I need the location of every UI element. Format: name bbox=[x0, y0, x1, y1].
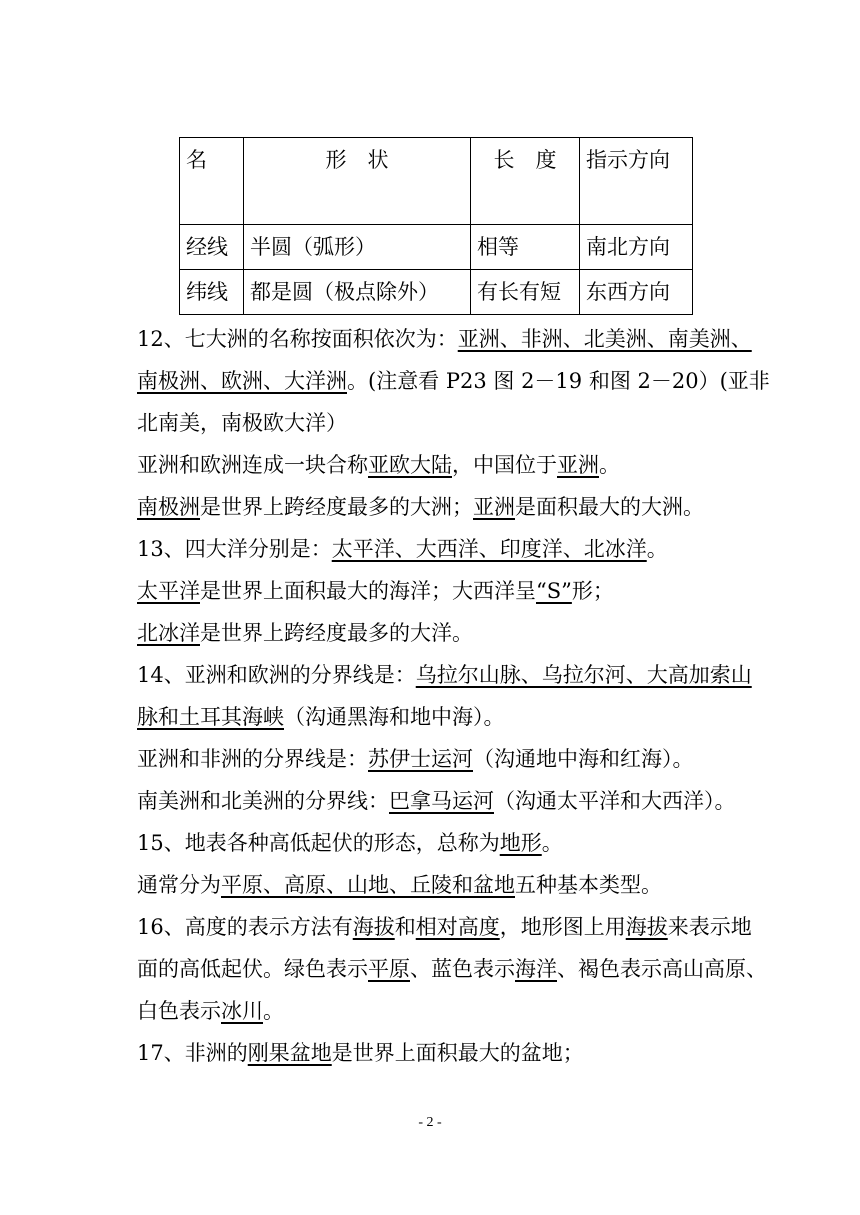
text-segment: ，中国位于 bbox=[452, 453, 557, 477]
text-line bbox=[137, 864, 802, 906]
text-segment: 是面积最大的大洲。 bbox=[515, 495, 704, 519]
text-segment: 是世界上跨经度最多的大洋。 bbox=[200, 621, 473, 645]
key-term: “S” bbox=[536, 579, 572, 603]
key-term: 南极洲、欧洲、大洋洲 bbox=[137, 369, 347, 393]
text-segment: 亚洲和欧洲连成一块合称 bbox=[137, 453, 368, 477]
text-line bbox=[137, 1032, 802, 1074]
key-term: 地形 bbox=[499, 831, 542, 855]
table-cell: 有长有短 bbox=[471, 270, 580, 315]
table-cell: 东西方向 bbox=[580, 270, 693, 315]
text-line bbox=[137, 822, 802, 864]
key-term: 北冰洋 bbox=[137, 621, 200, 645]
text-line bbox=[137, 738, 802, 780]
text-line bbox=[137, 654, 802, 696]
text-segment: （沟通太平洋和大西洋）。 bbox=[494, 789, 736, 813]
text-segment: 北南美，南极欧大洋） bbox=[137, 411, 347, 435]
text-segment: 和 bbox=[394, 915, 416, 939]
key-term: 海拔 bbox=[625, 915, 668, 939]
key-term: 南极洲 bbox=[137, 495, 200, 519]
text-line bbox=[137, 318, 802, 360]
text-line bbox=[137, 528, 802, 570]
text-segment: 是世界上跨经度最多的大洲； bbox=[200, 495, 473, 519]
table-header-cell: 形 状 bbox=[244, 138, 471, 225]
text-segment: 。(注意看 P23 图 2－19 和图 2－20）(亚非 bbox=[347, 369, 770, 393]
key-term: 刚果盆地 bbox=[247, 1041, 332, 1065]
table-cell: 经线 bbox=[180, 225, 244, 270]
text-line bbox=[137, 402, 802, 444]
text-segment: 面的高低起伏。绿色表示 bbox=[137, 957, 368, 981]
text-segment: （沟通黑海和地中海）。 bbox=[284, 705, 505, 729]
table-header-row bbox=[180, 138, 693, 225]
text-segment: 。 bbox=[599, 453, 620, 477]
table-cell: 南北方向 bbox=[580, 225, 693, 270]
table-cell: 纬线 bbox=[180, 270, 244, 315]
key-term: 太平洋、大西洋、印度洋、北冰洋 bbox=[331, 537, 647, 561]
text-line bbox=[137, 696, 802, 738]
table-row bbox=[180, 225, 693, 270]
page-number: - 2 - bbox=[418, 1115, 442, 1130]
text-segment: ，地形图上用 bbox=[499, 915, 626, 939]
text-line bbox=[137, 906, 802, 948]
text-segment: 形； bbox=[571, 579, 614, 603]
key-term: 太平洋 bbox=[137, 579, 200, 603]
text-line bbox=[137, 444, 802, 486]
text-segment: 、褐色表示高山高原、 bbox=[557, 957, 767, 981]
key-term: 亚欧大陆 bbox=[368, 453, 452, 477]
table-row bbox=[180, 270, 693, 315]
key-term: 亚洲、非洲、北美洲、南美洲、 bbox=[457, 327, 752, 351]
text-line bbox=[137, 486, 802, 528]
table-header-cell: 指示方向 bbox=[580, 138, 693, 225]
text-segment: 15、地表各种高低起伏的形态，总称为 bbox=[137, 831, 500, 855]
text-line bbox=[137, 948, 802, 990]
text-segment: 白色表示 bbox=[137, 999, 221, 1023]
text-segment: 南美洲和北美洲的分界线： bbox=[137, 789, 389, 813]
text-segment: 。 bbox=[646, 537, 668, 561]
text-segment: 来表示地 bbox=[667, 915, 752, 939]
text-segment: 。 bbox=[263, 999, 284, 1023]
key-term: 海洋 bbox=[515, 957, 557, 981]
text-line bbox=[137, 780, 802, 822]
text-segment: 是世界上面积最大的盆地； bbox=[331, 1041, 584, 1065]
table-cell: 相等 bbox=[471, 225, 580, 270]
text-segment: 、蓝色表示 bbox=[410, 957, 515, 981]
text-segment: 五种基本类型。 bbox=[515, 873, 662, 897]
text-line bbox=[137, 570, 802, 612]
text-segment: 13、四大洋分别是： bbox=[137, 537, 332, 561]
key-term: 海拔 bbox=[352, 915, 395, 939]
text-line bbox=[137, 990, 802, 1032]
key-term: 苏伊士运河 bbox=[368, 747, 473, 771]
table-cell: 都是圆（极点除外） bbox=[244, 270, 471, 315]
table-header-cell: 长 度 bbox=[471, 138, 580, 225]
text-segment: 16、高度的表示方法有 bbox=[137, 915, 353, 939]
text-segment: 14、亚洲和欧洲的分界线是： bbox=[137, 663, 416, 687]
key-term: 平原 bbox=[368, 957, 410, 981]
key-term: 巴拿马运河 bbox=[389, 789, 494, 813]
key-term: 乌拉尔山脉、乌拉尔河、大高加索山 bbox=[415, 663, 752, 687]
text-line bbox=[137, 612, 802, 654]
text-segment: （沟通地中海和红海）。 bbox=[473, 747, 694, 771]
notes-body bbox=[137, 318, 802, 1074]
key-term: 冰川 bbox=[221, 999, 263, 1023]
text-segment: 。 bbox=[541, 831, 563, 855]
text-segment: 是世界上面积最大的海洋；大西洋呈 bbox=[200, 579, 536, 603]
key-term: 平原、高原、山地、丘陵和盆地 bbox=[221, 873, 515, 897]
text-segment: 17、非洲的 bbox=[137, 1041, 248, 1065]
key-term: 脉和土耳其海峡 bbox=[137, 705, 284, 729]
table-cell: 半圆（弧形） bbox=[244, 225, 471, 270]
meridian-parallel-table bbox=[179, 137, 693, 315]
text-segment: 通常分为 bbox=[137, 873, 221, 897]
key-term: 亚洲 bbox=[557, 453, 599, 477]
key-term: 相对高度 bbox=[415, 915, 500, 939]
text-line bbox=[137, 360, 802, 402]
table-header-cell: 名 bbox=[180, 138, 244, 225]
key-term: 亚洲 bbox=[473, 495, 515, 519]
text-segment: 亚洲和非洲的分界线是： bbox=[137, 747, 368, 771]
text-segment: 12、七大洲的名称按面积依次为： bbox=[137, 327, 458, 351]
